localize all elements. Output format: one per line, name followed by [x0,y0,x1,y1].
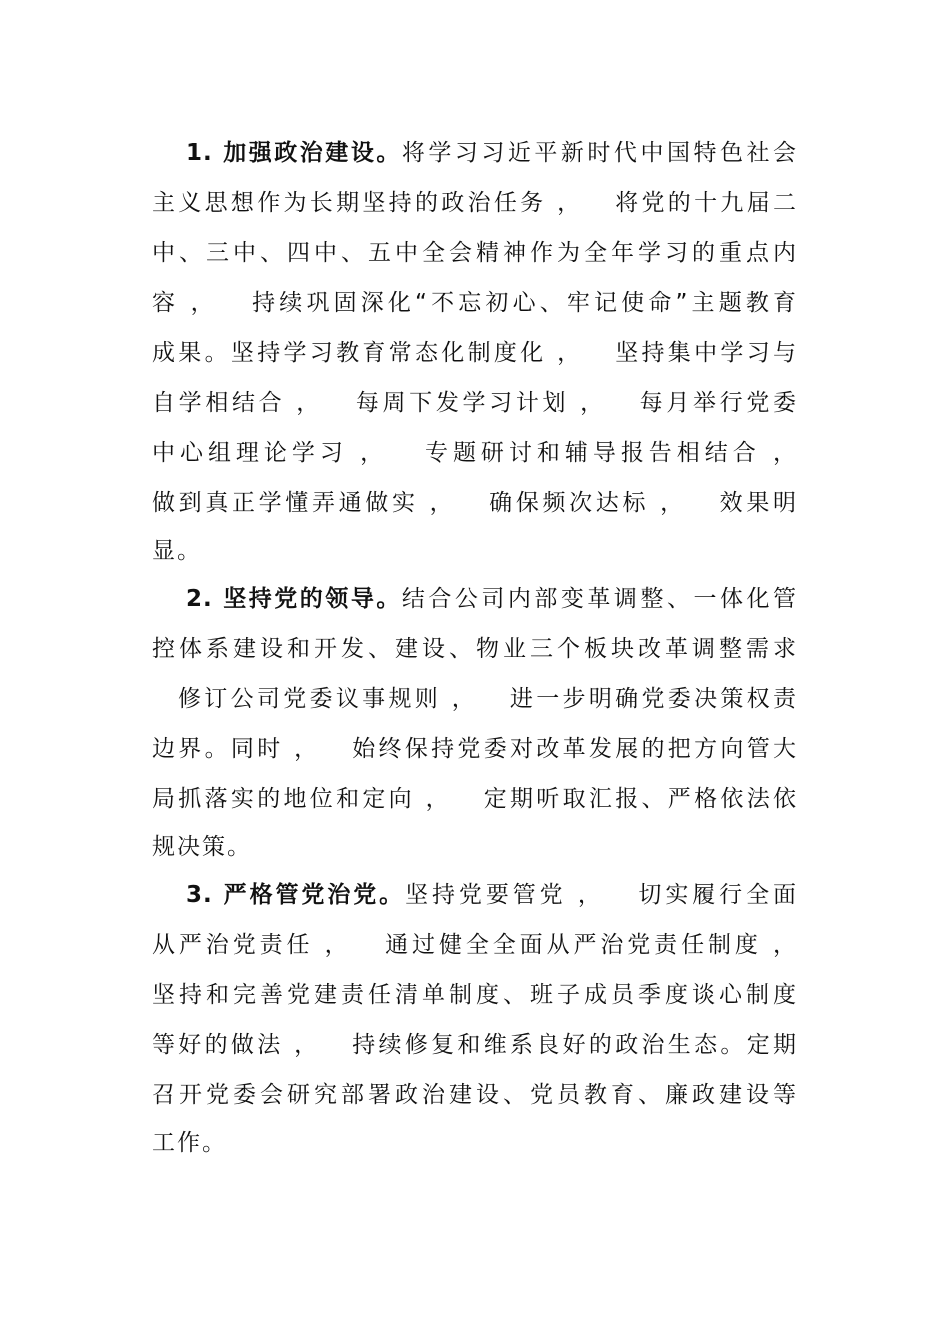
item-2-line-2: 修订公司党委议事规则 ， 进一步明确党委决策权责 [178,686,798,712]
item-3-line-3: 等好的做法 ， 持续修复和维系良好的政治生态。定期 [152,1032,798,1058]
item-3-line-1: 从严治党责任 ， 通过健全全面从严治党责任制度 ， [152,932,798,958]
item-2-first-line [186,574,798,624]
item-2-heading: 2. 坚持党的领导。 [186,586,402,612]
item-1-line-5: 自学相结合 ， 每周下发学习计划 ， 每月举行党委 [152,390,798,416]
item-1-line-6: 中心组理论学习 ， 专题研讨和辅导报告相结合 ， [152,440,798,466]
item-3-heading: 3. 严格管党治党。 [186,882,406,908]
item-1-line-2: 中、三中、四中、五中全会精神作为全年学习的重点内 [152,240,798,266]
item-1-line-3: 容 ， 持续巩固深化“不忘初心、牢记使命”主题教育 [152,290,798,316]
item-2-line-3: 边界。同时 ， 始终保持党委对改革发展的把方向管大 [152,736,798,762]
item-1-line-7: 做到真正学懂弄通做实 ， 确保频次达标 ， 效果明 [152,490,798,516]
item-2-line-5: 规决策。 [152,834,252,860]
item-2-line-1: 控体系建设和开发、建设、物业三个板块改革调整需求 [152,636,798,662]
item-1-line-0: 将学习习近平新时代中国特色社会 [401,140,798,166]
item-3-first-line [186,870,798,920]
item-1-heading: 1. 加强政治建设。 [186,140,402,166]
item-3-line-2: 坚持和完善党建责任清单制度、班子成员季度谈心制度 [152,982,798,1008]
item-1-line-4: 成果。坚持学习教育常态化制度化 ， 坚持集中学习与 [152,340,798,366]
item-3-line-5: 工作。 [152,1130,227,1156]
item-2-line-4: 局抓落实的地位和定向 ， 定期听取汇报、严格依法依 [152,786,798,812]
item-2-line-0: 结合公司内部变革调整、一体化管 [401,586,798,612]
item-1-first-line [186,128,798,178]
item-3-line-4: 召开党委会研究部署政治建设、党员教育、廉政建设等 [152,1082,798,1108]
item-1-line-8: 显。 [152,538,202,564]
item-1-line-1: 主义思想作为长期坚持的政治任务 ， 将党的十九届二 [152,190,798,216]
item-3-line-0: 坚持党要管党 ， 切实履行全面 [405,882,798,908]
